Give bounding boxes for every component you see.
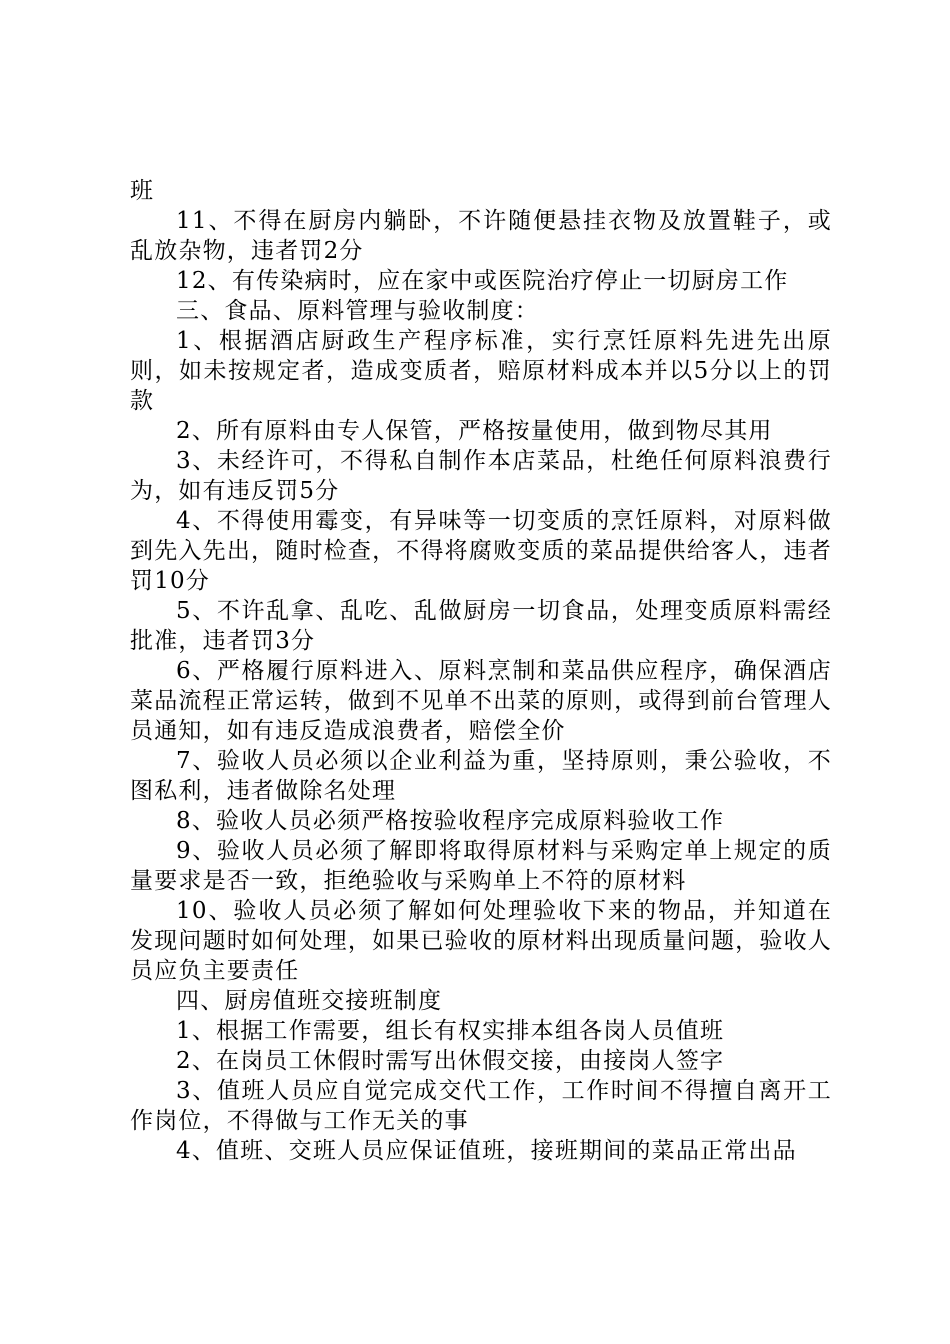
paragraph-s3-rule-9: 9、验收人员必须了解即将取得原材料与采购定单上规定的质量要求是否一致，拒绝验收与采购单上不符的原材料	[130, 838, 832, 894]
paragraph-s4-rule-2: 2、在岗员工休假时需写出休假交接，由接岗人签字	[176, 1048, 725, 1074]
paragraph-s4-rule-1: 1、根据工作需要，组长有权实排本组各岗人员值班	[176, 1018, 725, 1044]
paragraph-s3-rule-10: 10、验收人员必须了解如何处理验收下来的物品，并知道在发现问题时如何处理，如果已验收的原材料出现质量问题，验收人员应负主要责任	[130, 898, 832, 984]
document-body	[130, 176, 832, 1166]
paragraph-s3-rule-4: 4、不得使用霉变，有异味等一切变质的烹饪原料，对原料做到先入先出，随时检查，不得将腐败变质的菜品提供给客人，违者罚10分	[130, 508, 832, 594]
section-heading-3: 三、食品、原料管理与验收制度：	[176, 298, 539, 324]
paragraph-s3-rule-7: 7、验收人员必须以企业利益为重，坚持原则，秉公验收，不图私利，违者做除名处理	[130, 748, 832, 804]
section-heading-4: 四、厨房值班交接班制度	[176, 988, 443, 1014]
paragraph-s3-rule-2: 2、所有原料由专人保管，严格按量使用，做到物尽其用	[176, 418, 773, 444]
paragraph-rule-12: 12、有传染病时，应在家中或医院治疗停止一切厨房工作	[176, 268, 789, 294]
paragraph-rule-11: 11、不得在厨房内躺卧，不许随便悬挂衣物及放置鞋子，或乱放杂物，违者罚2分	[130, 208, 832, 264]
paragraph-s3-rule-5: 5、不许乱拿、乱吃、乱做厨房一切食品，处理变质原料需经批准，违者罚3分	[130, 598, 832, 654]
paragraph-s3-rule-3: 3、未经许可，不得私自制作本店菜品，杜绝任何原料浪费行为，如有违反罚5分	[130, 448, 832, 504]
paragraph-s4-rule-4: 4、值班、交班人员应保证值班，接班期间的菜品正常出品	[176, 1138, 797, 1164]
paragraph-continuation: 班	[130, 178, 155, 204]
paragraph-s3-rule-1: 1、根据酒店厨政生产程序标准，实行烹饪原料先进先出原则，如未按规定者，造成变质者，赔原材料成本并以5分以上的罚款	[130, 328, 832, 414]
paragraph-s3-rule-8: 8、验收人员必须严格按验收程序完成原料验收工作	[176, 808, 725, 834]
paragraph-s3-rule-6: 6、严格履行原料进入、原料烹制和菜品供应程序，确保酒店菜品流程正常运转，做到不见单不出菜的原则，或得到前台管理人员通知，如有违反造成浪费者，赔偿全价	[130, 658, 832, 744]
paragraph-s4-rule-3: 3、值班人员应自觉完成交代工作，工作时间不得擅自离开工作岗位，不得做与工作无关的事	[130, 1078, 832, 1134]
